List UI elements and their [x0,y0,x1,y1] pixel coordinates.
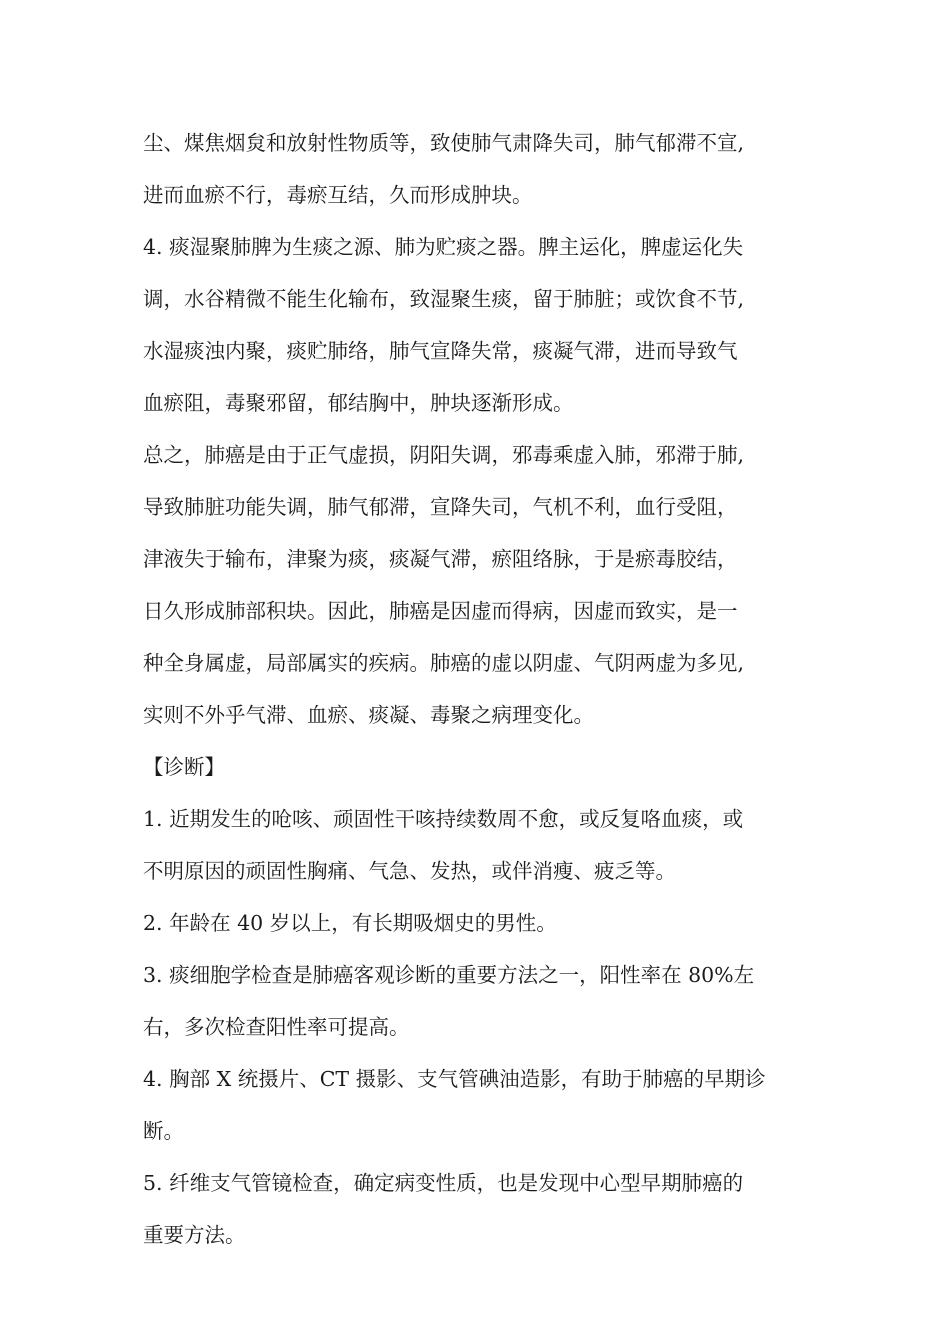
text-line: 种全身属虚，局部属实的疾病。肺癌的虚以阴虚、气阴两虚为多见, [143,651,745,675]
text-line: 总之，肺癌是由于正气虚损，阴阳失调，邪毒乘虚入肺，邪滞于肺, [143,443,745,467]
text-line: 断。 [143,1119,184,1143]
text-line: 血瘀阻，毒聚邪留，郁结胸中，肿块逐渐形成。 [143,391,574,415]
text-line: 水湿痰浊内聚，痰贮肺络，肺气宣降失常，痰凝气滞，进而导致气 [143,339,738,363]
text-line: 4. 胸部 X 统摄片、CT 摄影、支气管碘油造影，有助于肺癌的早期诊 [143,1067,766,1091]
section-heading: 【诊断】 [143,755,225,779]
text-line: 调，水谷精微不能生化输布，致湿聚生痰，留于肺脏；或饮食不节, [143,287,745,311]
text-line: 实则不外乎气滞、血瘀、痰凝、毒聚之病理变化。 [143,703,594,727]
document-body [143,117,823,1261]
text-line: 5. 纤维支气管镜检查，确定病变性质，也是发现中心型早期肺癌的 [143,1171,744,1195]
text-line: 2. 年龄在 40 岁以上，有长期吸烟史的男性。 [143,911,557,935]
text-line: 1. 近期发生的呛咳、顽固性干咳持续数周不愈，或反复咯血痰，或 [143,807,744,831]
text-line: 津液失于输布，津聚为痰，痰凝气滞，瘀阻络脉，于是瘀毒胶结， [143,547,738,571]
text-line: 导致肺脏功能失调，肺气郁滞，宣降失司，气机不利，血行受阻， [143,495,738,519]
text-line: 重要方法。 [143,1223,246,1247]
text-line: 4. 痰湿聚肺脾为生痰之源、肺为贮痰之器。脾主运化，脾虚运化失 [143,235,744,259]
text-line: 进而血瘀不行，毒瘀互结，久而形成肿块。 [143,183,533,207]
text-line: 不明原因的顽固性胸痛、气急、发热，或伴消瘦、疲乏等。 [143,859,676,883]
text-line: 右，多次检查阳性率可提高。 [143,1015,410,1039]
text-line: 日久形成肺部积块。因此，肺癌是因虚而得病，因虚而致实，是一 [143,599,738,623]
text-line: 尘、煤焦烟炱和放射性物质等，致使肺气肃降失司，肺气郁滞不宣, [143,131,745,155]
text-line: 3. 痰细胞学检查是肺癌客观诊断的重要方法之一，阳性率在 80%左 [143,963,755,987]
